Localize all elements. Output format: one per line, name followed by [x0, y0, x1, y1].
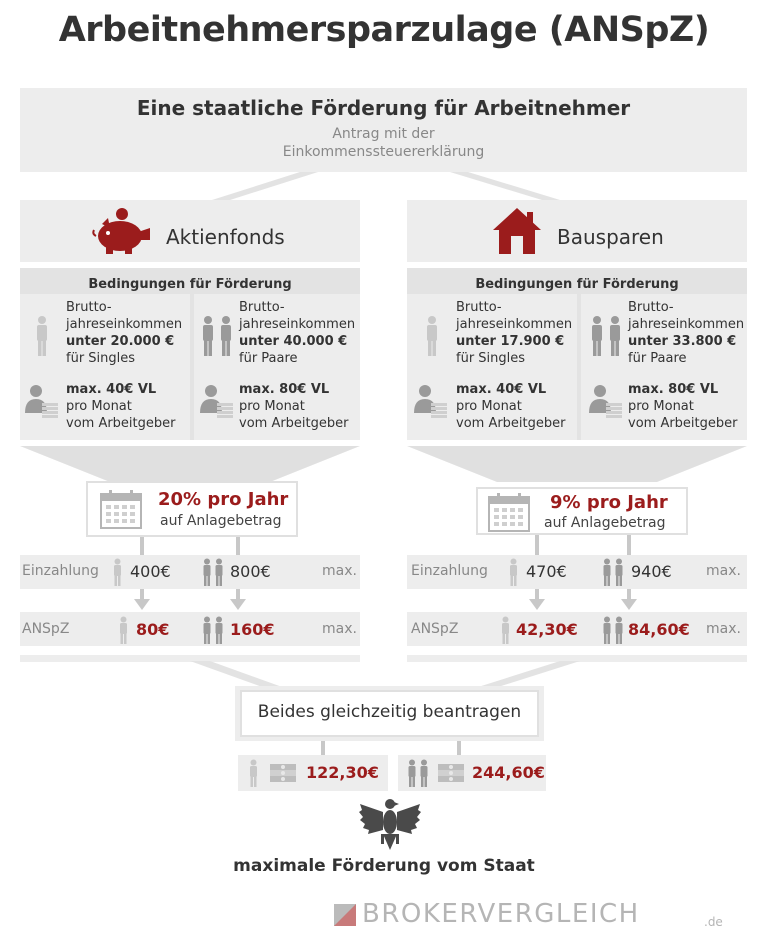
single-person-icon — [500, 616, 511, 644]
left-row1-pair: 800€ — [230, 562, 271, 581]
employer-money-icon — [588, 383, 624, 421]
right-pair-m2: pro Monat — [628, 399, 694, 414]
right-row2-label: ANSpZ — [411, 621, 459, 637]
right-pair-m3: vom Arbeitgeber — [628, 416, 738, 431]
left-anspz-row — [20, 612, 360, 646]
calendar-icon — [100, 489, 142, 529]
intro-heading: Eine staatliche Förderung für Arbeitnehmer — [136, 96, 631, 120]
brand-name: BROKERVERGLEICH — [362, 899, 640, 929]
couple-icon — [588, 315, 624, 357]
couple-icon — [201, 558, 225, 586]
single-person-icon — [248, 759, 259, 787]
right-pair-max — [628, 381, 737, 432]
left-single-l3: unter 20.000 € — [66, 334, 175, 349]
right-pair-l2: jahreseinkommen — [628, 317, 745, 332]
left-pair-max — [239, 381, 348, 432]
left-single-m1: max. 40€ VL — [66, 382, 157, 397]
both-label: Beides gleichzeitig beantragen — [257, 702, 522, 722]
employer-money-icon — [199, 383, 235, 421]
bausparen-header — [407, 200, 747, 262]
brand-tld: .de — [704, 915, 723, 929]
right-pair-m1: max. 80€ VL — [628, 382, 719, 397]
couple-icon — [199, 315, 235, 357]
right-pair-l4: für Paare — [628, 351, 687, 366]
couple-icon — [201, 616, 225, 644]
right-row2-pair: 84,60€ — [628, 620, 690, 639]
right-single-m1: max. 40€ VL — [456, 382, 547, 397]
left-pair-l2: jahreseinkommen — [239, 317, 356, 332]
single-person-icon — [508, 558, 519, 586]
right-row1-max: max. — [706, 563, 741, 579]
both-pair-value: 244,60€ — [472, 763, 545, 782]
right-row1-single: 470€ — [526, 562, 567, 581]
right-single-m3: vom Arbeitgeber — [456, 416, 566, 431]
left-rate-box — [86, 481, 298, 537]
right-single-text — [456, 299, 572, 367]
arrow-down-icon — [621, 589, 637, 611]
employer-money-icon — [413, 383, 449, 421]
left-pair-m3: vom Arbeitgeber — [239, 416, 349, 431]
right-row1-pair: 940€ — [631, 562, 672, 581]
left-pair-l3: unter 40.000 € — [239, 334, 348, 349]
left-row1-single: 400€ — [130, 562, 171, 581]
couple-icon — [406, 759, 430, 787]
piggy-bank-icon — [92, 206, 152, 256]
left-single-l2: jahreseinkommen — [66, 317, 183, 332]
left-row2-max: max. — [322, 621, 357, 637]
left-single-max — [66, 381, 175, 432]
right-connector-pair — [627, 535, 631, 555]
left-single-text — [66, 299, 182, 367]
left-pair-l1: Brutto- — [239, 300, 285, 315]
federal-eagle-icon — [358, 796, 422, 854]
left-pair-l4: für Paare — [239, 351, 298, 366]
left-connector-pair — [236, 537, 240, 555]
right-connector-single — [535, 535, 539, 555]
house-icon — [491, 206, 543, 256]
left-row1-label: Einzahlung — [22, 563, 99, 579]
right-single-l4: für Singles — [456, 351, 526, 366]
page-title: Arbeitnehmersparzulage (ANSpZ) — [58, 10, 710, 50]
left-single-l1: Brutto- — [66, 300, 112, 315]
intro-sub2: Einkommenssteuererklärung — [282, 144, 485, 160]
intro-box — [20, 88, 747, 172]
left-row1-max: max. — [322, 563, 357, 579]
left-single-l4: für Singles — [66, 351, 136, 366]
right-single-m2: pro Monat — [456, 399, 522, 414]
right-single-l1: Brutto- — [456, 300, 502, 315]
right-pair-l1: Brutto- — [628, 300, 674, 315]
intro-sub1: Antrag mit der — [332, 126, 435, 142]
right-pair-text — [628, 299, 744, 367]
aktienfonds-header — [20, 200, 360, 262]
single-person-icon — [34, 315, 50, 357]
right-rate-sub: auf Anlagebetrag — [544, 515, 666, 531]
single-person-icon — [118, 616, 129, 644]
right-single-max — [456, 381, 565, 432]
both-box — [240, 690, 539, 737]
left-row2-pair: 160€ — [230, 620, 275, 639]
cash-stack-icon — [268, 764, 298, 784]
couple-icon — [601, 616, 625, 644]
calendar-icon — [488, 492, 530, 532]
max-funding-label: maximale Förderung vom Staat — [233, 856, 535, 876]
left-row2-label: ANSpZ — [22, 621, 70, 637]
right-pair-l3: unter 33.800 € — [628, 334, 737, 349]
both-single-value: 122,30€ — [306, 763, 379, 782]
arrow-down-icon — [529, 589, 545, 611]
right-row2-max: max. — [706, 621, 741, 637]
bausparen-label: Bausparen — [557, 225, 664, 249]
right-rate-box — [476, 487, 688, 535]
right-rate: 9% pro Jahr — [550, 492, 668, 513]
left-single-m2: pro Monat — [66, 399, 132, 414]
arrow-down-icon — [134, 589, 150, 611]
right-cond-title: Bedingungen für Förderung — [475, 277, 679, 292]
right-row1-label: Einzahlung — [411, 563, 488, 579]
left-funnel — [20, 446, 360, 484]
right-row2-single: 42,30€ — [516, 620, 578, 639]
arrow-down-icon — [230, 589, 246, 611]
left-pair-m1: max. 80€ VL — [239, 382, 330, 397]
left-connector-single — [140, 537, 144, 555]
left-rate: 20% pro Jahr — [158, 489, 289, 510]
employer-money-icon — [24, 383, 60, 421]
cash-stack-icon — [436, 764, 466, 784]
left-cond-title: Bedingungen für Förderung — [88, 277, 292, 292]
single-person-icon — [112, 558, 123, 586]
right-single-l3: unter 17.900 € — [456, 334, 565, 349]
connector-lines-top — [0, 170, 768, 202]
aktienfonds-label: Aktienfonds — [166, 225, 285, 249]
right-single-l2: jahreseinkommen — [456, 317, 573, 332]
brand-logo-icon — [334, 904, 356, 926]
left-rate-sub: auf Anlagebetrag — [160, 513, 282, 529]
right-funnel — [407, 446, 747, 484]
left-pair-text — [239, 299, 355, 367]
single-person-icon — [424, 315, 440, 357]
left-row2-single: 80€ — [136, 620, 170, 639]
couple-icon — [601, 558, 625, 586]
left-pair-m2: pro Monat — [239, 399, 305, 414]
left-single-m3: vom Arbeitgeber — [66, 416, 176, 431]
